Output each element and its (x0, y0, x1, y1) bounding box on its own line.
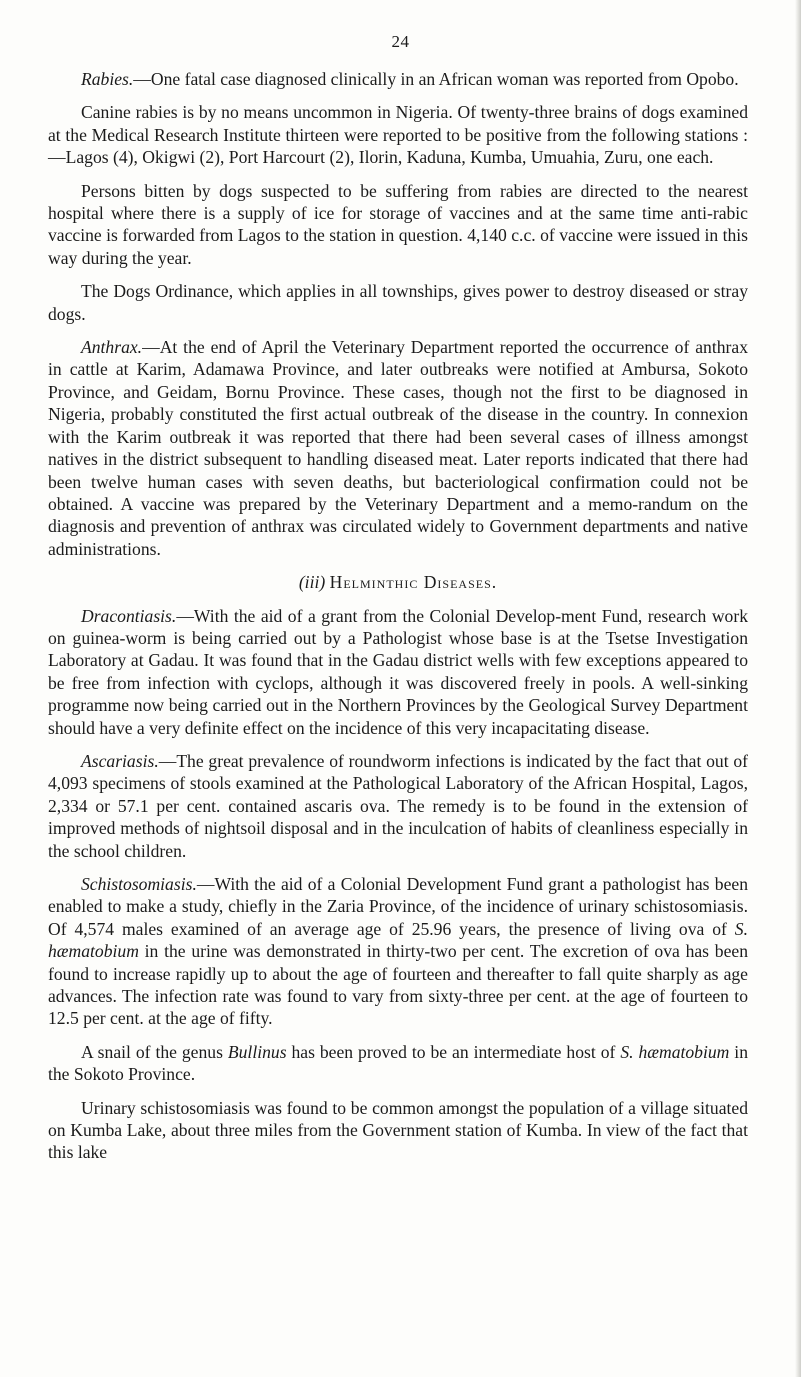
schistosomiasis-paragraph-1 (48, 873, 748, 1030)
page-edge-shadow (795, 0, 801, 1377)
genus-name: Bullinus (227, 1041, 287, 1062)
schistosomiasis-text-1a: —With the aid of a Colonial Development Fund grant a pathologist has been enabled to make a study, chiefly in the Zaria Province, of the incidence of urinary schistosomiasis. Of 4,574 males examined of an average age of 25.96 years, the presence of living ova of (48, 874, 748, 939)
ascariasis-text: —The great prevalence of roundworm infections is indicated by the fact that out of 4,093 specimens of stools examined at the Pathological Laboratory of the African Hospital, Lagos, 2,334 or 57.1 per cent. contained ascaris ova. The remedy is to be found in the extension of improved methods of nightsoil disposal and in the inculcation of habits of cleanliness especially in the school children. (48, 750, 748, 861)
rabies-paragraph-3: Persons bitten by dogs suspected to be suffering from rabies are directed to the nearest hospital where there is a supply of ice for storage of vaccines and at the same time anti-rabic vaccine is forwarded from Lagos to the station in question. 4,140 c.c. of vaccine were issued in this way during the year. (48, 180, 748, 268)
dracontiasis-text: —With the aid of a grant from the Colonial Develop-ment Fund, research work on guinea-worm is being carried out by a Pathologist whose base is at the Tsetse Investigation Laboratory at Gadau. It was found that in the Gadau district wells with few exceptions appeared to be free from infection with cyclops, although it was discovered freely in pools. A well-sinking programme now being carried out in the Northern Provinces by the Geological Survey Department should have a very definite effect on the incidence of this very incapacitating disease. (48, 605, 748, 738)
species-name: S. hæmatobium (48, 918, 748, 962)
schistosomiasis-text-1b: in the urine was demonstrated in thirty-two per cent. The excretion of ova has been found to increase rapidly up to about the age of fourteen and thereafter to fall quite sharply as age advances. The infection rate was found to vary from sixty-three per cent. at the age of fourteen to 12.5 per cent. at the age of fifty. (48, 941, 748, 1029)
ascariasis-paragraph (48, 750, 748, 862)
anthrax-text: —At the end of April the Veterinary Department reported the occurrence of anthrax in cattle at Karim, Adamawa Province, and later outbreaks were notified at Ambursa, Sokoto Province, and Geidam, Bornu Province. These cases, though not the first to be diagnosed in Nigeria, probably constituted the first actual outbreak of the disease in the country. In connexion with the Karim outbreak it was reported that there had been several cases of illness amongst natives in the district subsequent to handling diseased meat. Later reports indicated that there had been twelve human cases with seven deaths, but bacteriological confirmation could not be obtained. A vaccine was prepared by the Veterinary Department and a memo-randum on the diagnosis and prevention of anthrax was circulated widely to Government departments and native administrations. (48, 337, 748, 559)
rabies-title: Rabies. (81, 69, 134, 89)
heading-text: Helminthic Diseases. (329, 572, 498, 593)
schistosomiasis-paragraph-3: Urinary schistosomiasis was found to be common amongst the population of a village situated on Kumba Lake, about three miles from the Government station of Kumba. In view of the fact that this lake (48, 1097, 748, 1163)
page-body (48, 68, 748, 1164)
schistosomiasis-text-2b: has been proved to be an intermediate host of (286, 1041, 621, 1062)
schistosomiasis-text-2a: A snail of the genus (81, 1041, 228, 1062)
rabies-text-1: —One fatal case diagnosed clinically in an African woman was reported from Opobo. (133, 69, 739, 89)
schistosomiasis-text-2c: in the Sokoto Province. (48, 1041, 748, 1085)
ascariasis-title: Ascariasis. (81, 750, 159, 771)
section-heading-helminthic (48, 571, 748, 593)
anthrax-paragraph (48, 336, 748, 560)
schistosomiasis-title: Schistosomiasis. (81, 874, 197, 894)
rabies-paragraph-2: Canine rabies is by no means uncommon in Nigeria. Of twenty-three brains of dogs examined at the Medical Research Institute thirteen were reported to be positive from the following stations :—Lagos (4), Okigwi (2), Port Harcourt (2), Ilorin, Kaduna, Kumba, Umuahia, Zuru, one each. (48, 102, 748, 168)
dracontiasis-paragraph (48, 605, 748, 739)
anthrax-title: Anthrax. (81, 337, 143, 358)
species-name-2: S. hæmatobium (620, 1041, 730, 1062)
page-number: 24 (391, 32, 410, 51)
dracontiasis-title: Dracontiasis. (81, 605, 177, 626)
rabies-paragraph-1 (48, 68, 748, 90)
schistosomiasis-paragraph-2 (48, 1041, 748, 1086)
heading-number: (iii) (298, 572, 326, 593)
rabies-paragraph-4: The Dogs Ordinance, which applies in all townships, gives power to destroy diseased or stray dogs. (48, 281, 748, 324)
